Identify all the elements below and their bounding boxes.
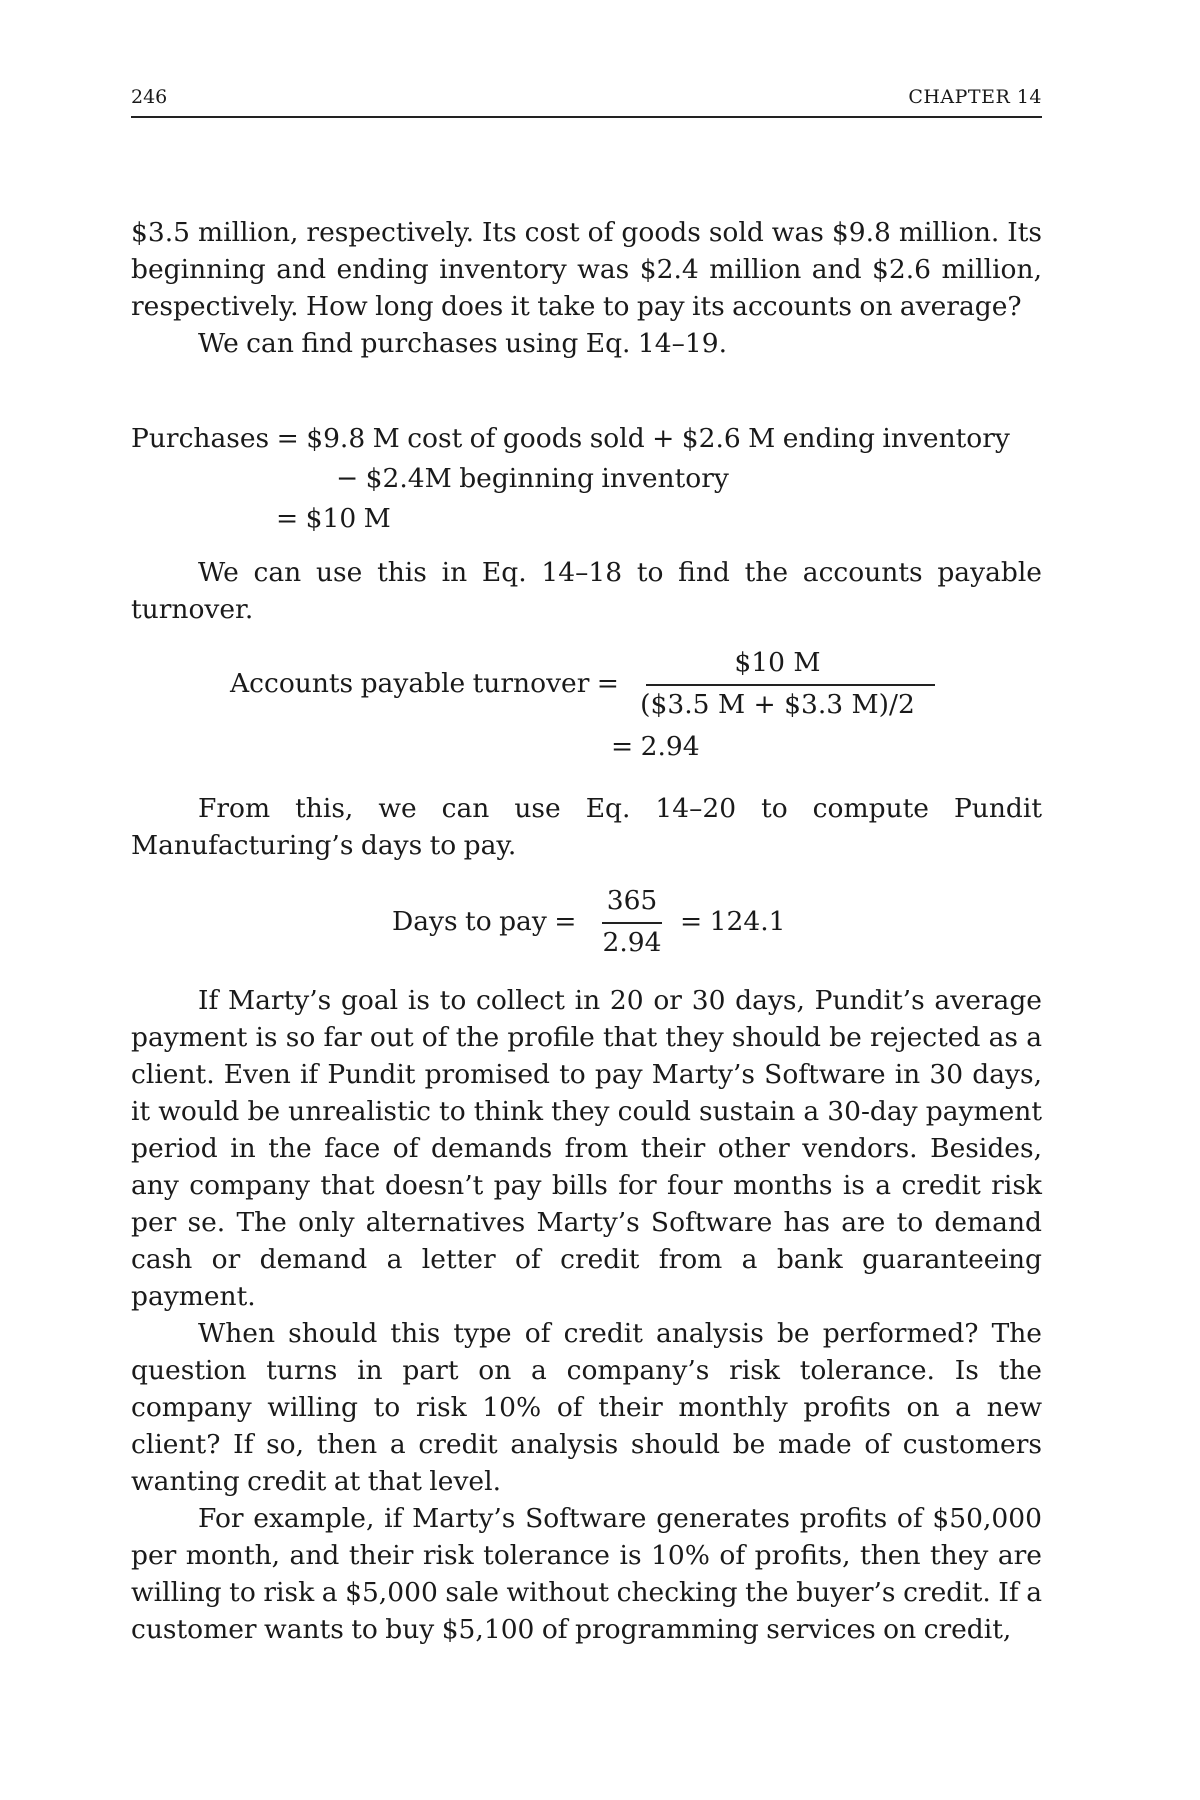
chapter-title: CHAPTER 14 <box>908 86 1042 108</box>
running-header <box>131 84 1042 118</box>
equation-days-lhs: Days to pay = <box>392 906 577 937</box>
equation-turnover-lhs: Accounts payable turnover = <box>230 668 620 699</box>
text-block-1 <box>131 214 1042 362</box>
paragraph: For example, if Marty’s Software generates profits of $50,000 per month, and their risk tolerance is 10% of profits, then they are willing to risk a $5,000 sale without checking the buyer’s credit. If a customer wants to buy $5,100 of programming services on credit, <box>131 1503 1042 1645</box>
text-block-4 <box>131 982 1042 1648</box>
paragraph: $3.5 million, respectively. Its cost of goods sold was $9.8 million. Its beginning and ending inventory was $2.4 million and $2.6 million, respectively. How long does it take to pay its accounts on average? <box>131 217 1042 322</box>
equation-days-result: = 124.1 <box>680 906 786 937</box>
equation-purchases-line-1: Purchases = $9.8 M cost of goods sold + $2.6 M ending inventory <box>131 423 1010 454</box>
paragraph: If Marty’s goal is to collect in 20 or 30 days, Pundit’s average payment is so far out of the profile that they should be rejected as a client. Even if Pundit promised to pay Marty’s Software in 30 days, it would be unrealistic to think they could sustain a 30-day payment period in the face of demands from their other vendors. Besides, any company that doesn’t pay bills for four months is a credit risk per se. The only alternatives Marty’s Software has are to demand cash or demand a letter of credit from a bank guaranteeing payment. <box>131 985 1042 1312</box>
equation-days-numerator: 365 <box>606 885 658 916</box>
equation-turnover-numerator: $10 M <box>734 647 821 678</box>
paragraph: When should this type of credit analysis be performed? The question turns in part on a company’s risk tolerance. Is the company willing to risk 10% of their monthly profits on a new client? If so, then a credit analysis should be made of customers wanting credit at that level. <box>131 1318 1042 1497</box>
equation-turnover-denominator: ($3.5 M + $3.3 M)/2 <box>640 689 915 720</box>
page-number: 246 <box>131 86 168 108</box>
paragraph: We can find purchases using Eq. 14–19. <box>198 328 728 359</box>
paragraph: From this, we can use Eq. 14–20 to compute Pundit Manufacturing’s days to pay. <box>131 793 1042 861</box>
text-block-2 <box>131 554 1042 628</box>
equation-turnover-result: = 2.94 <box>611 731 700 762</box>
equation-purchases-line-2: − $2.4M beginning inventory <box>336 463 729 494</box>
equation-purchases-line-3: = $10 M <box>276 503 391 534</box>
paragraph: We can use this in Eq. 14–18 to find the accounts payable turnover. <box>131 557 1042 625</box>
text-block-3 <box>131 790 1042 864</box>
equation-days-denominator: 2.94 <box>602 927 662 958</box>
